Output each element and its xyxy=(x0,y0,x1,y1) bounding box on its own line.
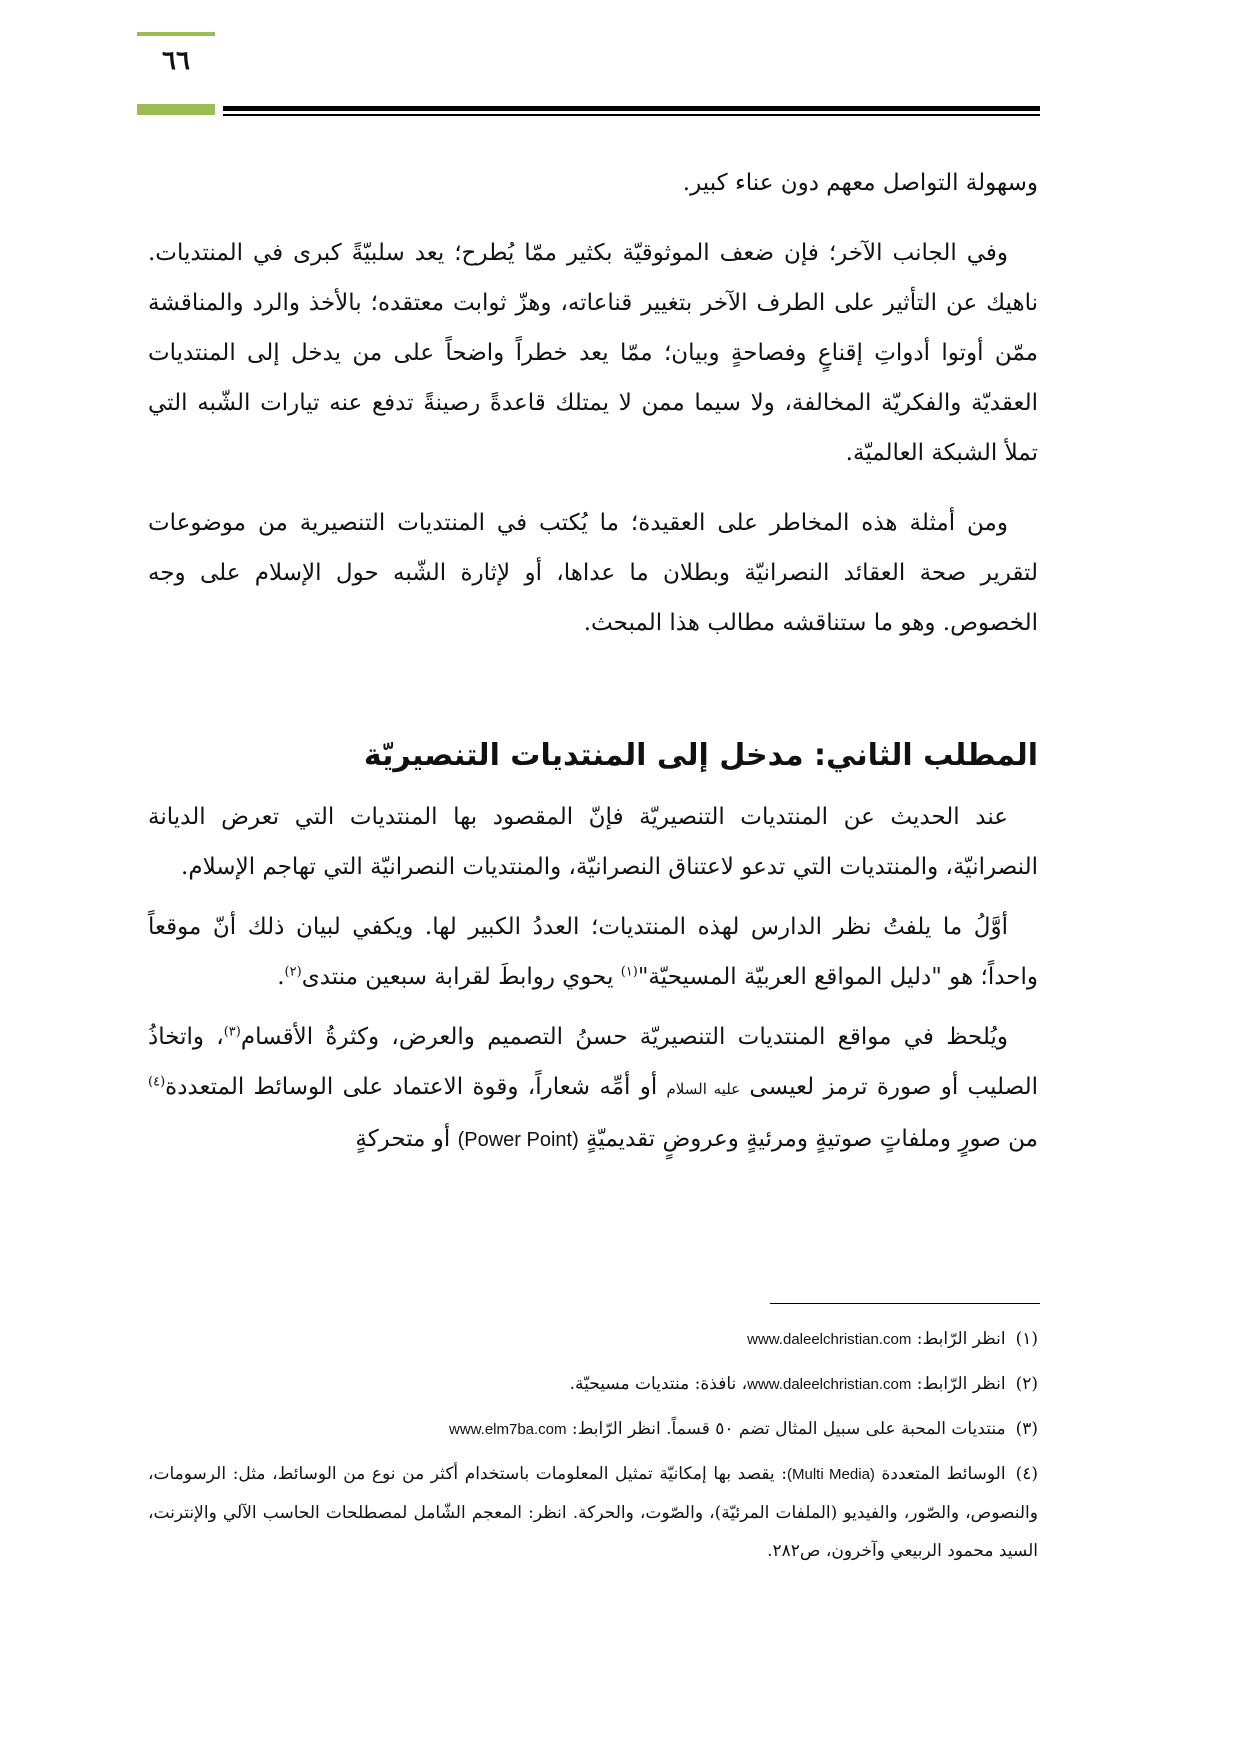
paragraph-6-text-2: ، واتخاذُ الصليب أو صورة ترمز لعيسى xyxy=(148,1024,1038,1100)
honorific-glyph: عليه السلام xyxy=(666,1080,741,1098)
paragraph-4: عند الحديث عن المنتديات التنصيريّة فإنّ المقصود بها المنتديات التي تعرض الديانة النصرانيّة، والمنتديات التي تدعو لاعتناق النصرانيّة، والمنتديات النصرانيّة التي تهاجم الإسلام. xyxy=(148,804,1038,880)
footnote-4 xyxy=(148,1455,1038,1570)
page-number: ٦٦ xyxy=(162,46,190,76)
power-point-term: (Power Point) xyxy=(457,1129,579,1151)
paragraph-6 xyxy=(148,1012,1038,1165)
section-title: المطلب الثاني: مدخل إلى المنتديات التنصيريّة xyxy=(363,738,1038,773)
footnote-link[interactable]: www.daleelchristian.com xyxy=(747,1331,912,1348)
header-rule xyxy=(223,106,1040,111)
paragraph-6-text-3: أو أمِّه شعاراً، وقوة الاعتماد على الوسائط المتعددة xyxy=(165,1074,667,1100)
footnote-tail: : يقصد بها إمكانيّة تمثيل المعلومات باستخدام أكثر من نوع من الوسائط، مثل: الرسومات، والنصوص، والصّور، والفيديو (الملفات المرئيّة)، والصّوت، والحركة. انظر: المعجم الشّامل لمصطلحات الحاسب الآلي والإنترنت، السيد محمود الربيعي وآخرون، ص٢٨٢. xyxy=(148,1464,1038,1561)
footnote-text: انظر الرّابط: xyxy=(911,1329,1006,1349)
paragraph-6-text-5: أو متحركةٍ xyxy=(355,1126,458,1152)
footnote-ref-1[interactable]: (١) xyxy=(620,964,638,980)
footnote-3 xyxy=(148,1410,1038,1449)
footnote-ref-3[interactable]: (٣) xyxy=(223,1024,241,1040)
footnote-text: الوسائط المتعددة xyxy=(874,1464,1006,1484)
footnote-number: (٤) xyxy=(1015,1464,1038,1484)
footnotes xyxy=(148,1320,1038,1576)
paragraph-5 xyxy=(148,902,1038,1002)
paragraph-6-text: ويُلحظ في مواقع المنتديات التنصيريّة حسنُ التصميم والعرض، وكثرةُ الأقسام xyxy=(240,1024,1008,1050)
footnote-tail: ، نافذة: منتديات مسيحيّة. xyxy=(569,1374,748,1394)
footnote-text: انظر الرّابط: xyxy=(911,1374,1006,1394)
paragraph-5-text-2: يحوي روابطَ لقرابة سبعين منتدى xyxy=(301,964,621,990)
footnote-number: (٣) xyxy=(1015,1419,1038,1439)
paragraph-2: وفي الجانب الآخر؛ فإن ضعف الموثوقيّة بكثير ممّا يُطرح؛ يعد سلبيّةً كبرى في المنتديات. ناهيك عن التأثير على الطرف الآخر بتغيير قناعاته، وهزّ ثوابت معتقده؛ بالأخذ والرد والمناقشة ممّن أوتوا أدواتِ إقناعٍ وفصاحةٍ وبيان؛ ممّا يعد خطراً واضحاً على من يدخل إلى المنتديات العقديّة والفكريّة المخالفة، ولا سيما ممن لا يمتلك قاعدةً رصينةً تدفع عنه تيارات الشّبه التي تملأ الشبكة العالميّة. xyxy=(148,240,1038,466)
footnote-number: (١) xyxy=(1015,1329,1038,1349)
page-number-accent xyxy=(137,32,215,36)
paragraph-1: وسهولة التواصل معهم دون عناء كبير. xyxy=(682,170,1038,196)
footnote-2 xyxy=(148,1365,1038,1404)
footnote-1 xyxy=(148,1320,1038,1359)
footnote-link[interactable]: www.daleelchristian.com xyxy=(747,1376,912,1393)
paragraph-3: ومن أمثلة هذه المخاطر على العقيدة؛ ما يُكتب في المنتديات التنصيرية من موضوعات لتقرير صحة العقائد النصرانيّة وبطلان ما عداها، أو لإثارة الشّبه حول الإسلام على وجه الخصوص. وهو ما ستناقشه مطالب هذا المبحث. xyxy=(148,510,1038,636)
paragraph-5-text: أوَّلُ ما يلفتُ نظر الدارس لهذه المنتديات؛ العددُ الكبير لها. ويكفي لبيان ذلك أنّ موقعاً واحداً؛ هو "دليل المواقع العربيّة المسيحيّة" xyxy=(148,914,1038,990)
footnote-link[interactable]: www.elm7ba.com xyxy=(448,1421,567,1438)
header-rule-thin xyxy=(223,114,1040,116)
footnote-separator xyxy=(770,1303,1040,1304)
header-accent-bar xyxy=(137,104,215,115)
footnote-ref-4[interactable]: (٤) xyxy=(148,1074,166,1090)
footnote-ref-2[interactable]: (٢) xyxy=(284,964,302,980)
footnote-term: (Multi Media) xyxy=(787,1466,875,1483)
paragraph-5-end: . xyxy=(277,964,285,990)
paragraph-6-text-4: من صورٍ وملفاتٍ صوتيةٍ ومرئيةٍ وعروضٍ تقديميّةٍ xyxy=(578,1126,1038,1152)
page-body xyxy=(148,158,1038,1185)
footnote-number: (٢) xyxy=(1015,1374,1038,1394)
footnote-text: منتديات المحبة على سبيل المثال تضم ٥٠ قسماً. انظر الرّابط: xyxy=(566,1419,1006,1439)
